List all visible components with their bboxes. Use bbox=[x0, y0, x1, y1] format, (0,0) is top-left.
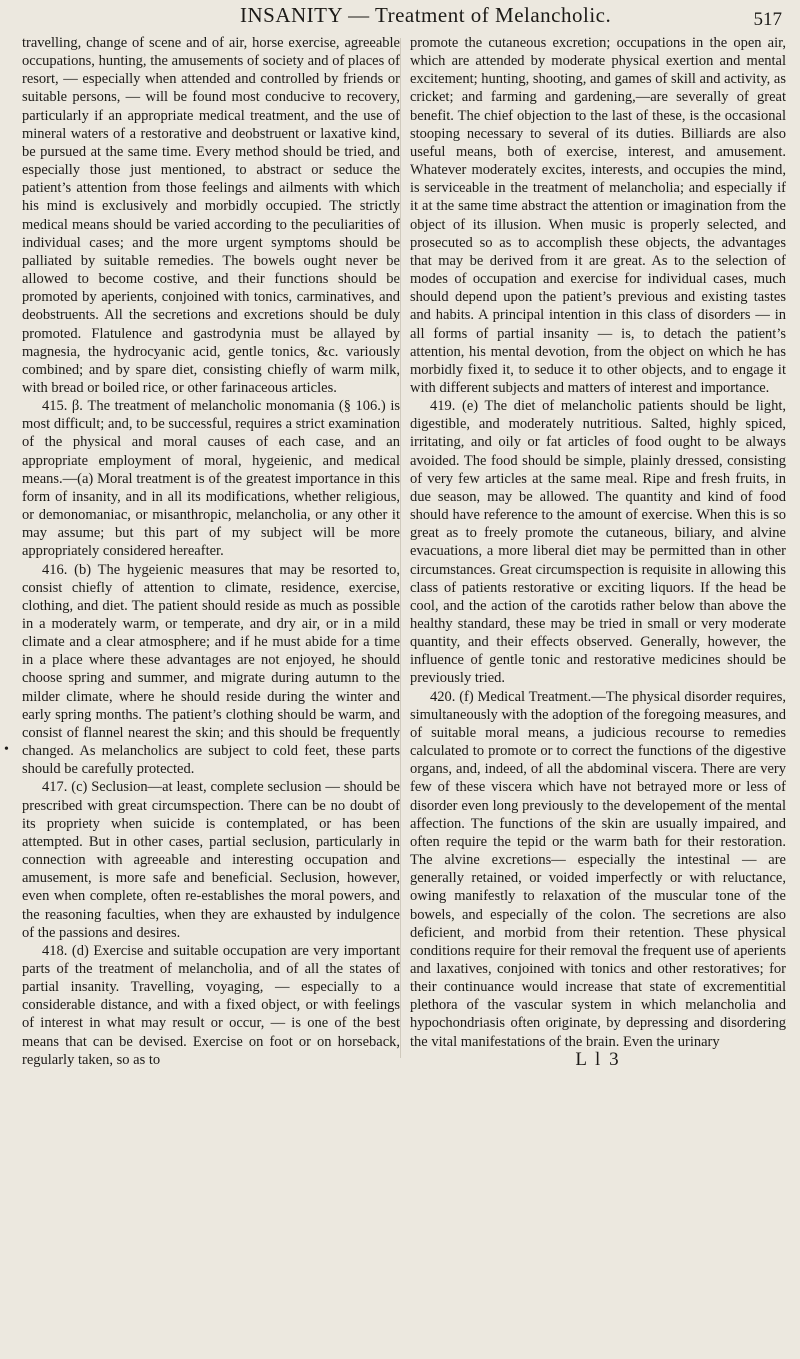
running-head: INSANITY — Treatment of Melancholic. bbox=[240, 3, 612, 27]
page-number: 517 bbox=[753, 9, 782, 30]
paragraph-417: 417. (c) Seclusion—at least, complete seclusion — should be prescribed with great circumspection. There can be no doubt of its propriety when suicide is contemplated, or has been attempted. But in other cases, partial seclusion, particularly in connection with agreeable and interesting occupation and amusement, is more safe and beneficial. Seclusion, however, even when complete, often re-establishes the moral powers, and the reasoning faculties, when they are exhausted by indulgence of the passions and desires. bbox=[22, 779, 400, 941]
right-column bbox=[410, 34, 786, 1069]
left-column bbox=[22, 34, 400, 1069]
paragraph: promote the cutaneous excretion; occupations in the open air, which are attended by moderate physical exertion and mental excitement; hunting, shooting, and games of skill and activity, as cricket; and farming and gardening,—are severally of great benefit. The chief objection to the last of these, is the occasional stooping necessary to several of its duties. Billiards are also useful means, both of exercise, interest, and amusement. Whatever moderately excites, interests, and occupies the mind, is serviceable in the treatment of melancholia; and especially if it at the same time abstract the attention or imagination from the object of its illusion. When music is properly selected, and prosecuted so as to accomplish these objects, the advantages that may be derived from it are great. As to the selection of modes of occupation and exercise for individual cases, much should depend upon the patient’s previous and existing tastes and habits. A principal intention in this class of disorders — in all forms of partial insanity — is, to detach the patient’s attention, his mental devotion, from the object on which he has morbidly fixed it, to seduce it to other objects, and to engage it with different subjects and matters of interest and importance. bbox=[410, 35, 786, 396]
paragraph-419: 419. (e) The diet of melancholic patients should be light, digestible, and moderately nutritious. Salted, highly spiced, irritating, and oily or fat articles of food ought to be always avoided. The food should be simple, plainly dressed, consisting of very few articles at the same meal. Ripe and fresh fruits, in due season, may be allowed. The quantity and kind of food should have reference to the amount of exercise. When this is so great as to freely promote the cutaneous, biliary, and alvine evacuations, a more liberal diet may be permitted than in other circumstances. Great circumspection is requisite in allowing this class of patients restorative or exciting liquors. If the head be cool, and the action of the carotids rather below than above the healthy standard, these may be tried in small or very moderate quantity, and their effects observed. Generally, however, the influence of gentle tonic and restorative medicines should be previously tried. bbox=[410, 398, 786, 687]
paragraph-418: 418. (d) Exercise and suitable occupation are very important parts of the treatment of melancholia, and of all the states of partial insanity. Travelling, voyaging, — especially to a considerable distance, and with a fixed object, or with feelings of interest in what may result or occur, — is one of the best means that can be devised. Exercise on foot or on horseback, regularly taken, so as to bbox=[22, 942, 400, 1068]
margin-mark: • bbox=[4, 742, 9, 757]
paragraph: travelling, change of scene and of air, horse exercise, agreeable occupations, hunting, the amusements of society and of places of resort, — especially when attended and controlled by friends or suitable persons, — will be found most conducive to recovery, particularly if an appropriate medical treatment, and the use of mineral waters of a restorative and deobstruent or laxative kind, be pursued at the same time. Every method should be tried, and especially those just mentioned, to abstract or seduce the patient’s attention from those feelings and ailments with which his mind is exclusively and morbidly occupied. The strictly medical means should be varied according to the peculiarities of individual cases; and the more urgent symptoms should be palliated by suitable remedies. The bowels ought never be allowed to become costive, and their functions should be promoted by aperients, conjoined with tonics, carminatives, and deobstruents. All the secretions and excretions should be duly promoted. Flatulence and gastrodynia must be allayed by magnesia, the hydrocyanic acid, gentle tonics, &c. variously combined; and by spare diet, consisting chiefly of warm milk, with bread or boiled rice, or other farinaceous articles. bbox=[22, 35, 400, 396]
column-divider bbox=[400, 38, 401, 1058]
signature-mark: L l 3 bbox=[575, 1048, 621, 1070]
paragraph-420: 420. (f) Medical Treatment.—The physical disorder requires, simultaneously with the adoption of the foregoing measures, and of suitable moral means, a judicious recourse to remedies calculated to promote or to correct the functions of the digestive organs, and, indeed, of all the abdominal viscera. There are very few of these viscera which have not betrayed more or less of disorder even long previously to the developement of the mental affection. The functions of the skin are usually impaired, and often require the tepid or the warm bath for their restoration. The alvine excretions— especially the intestinal — are generally retained, or voided imperfectly or with reluctance, owing manifestly to relaxation of the muscular tone of the bowels, and especially of the colon. The secretions are also deficient, and morbid from their retention. These physical conditions require for their removal the frequent use of aperients and laxatives, conjoined with tonics and other restoratives; for their continuance would increase that state of excrementitial plethora of the vascular system in which melancholia and hypochondriasis often originate, by depressing and disordering the vital manifestations of the brain. Even the urinary bbox=[410, 688, 786, 1050]
page-header bbox=[0, 3, 800, 37]
paragraph-416: 416. (b) The hygeienic measures that may be resorted to, consist chiefly of attention to climate, residence, exercise, clothing, and diet. The patient should reside as much as possible in a moderately warm, or temperate, and dry air, or in a mild climate and a clear atmosphere; and if he must abide for a time in a place where these advantages are not enjoyed, he should choose spring and summer, and migrate during autumn to the milder climate, where he should reside during the winter and early spring months. The patient’s clothing should be warm, and consist of flannel nearest the skin; and this should be frequently changed. As melancholics are subject to cold feet, these parts should be carefully protected. bbox=[22, 561, 400, 778]
paragraph-415: 415. β. The treatment of melancholic monomania (§ 106.) is most difficult; and, to be successful, requires a strict examination of the physical and moral causes of each case, and an appropriate employment of moral, hygeienic, and medical means.—(a) Moral treatment is of the greatest importance in this form of insanity, and in all its modifications, whether religious, or demonomaniac, or misanthropic, melancholia, or any other it may assume; but this part of my subject will be more appropriately considered hereafter. bbox=[22, 398, 400, 560]
